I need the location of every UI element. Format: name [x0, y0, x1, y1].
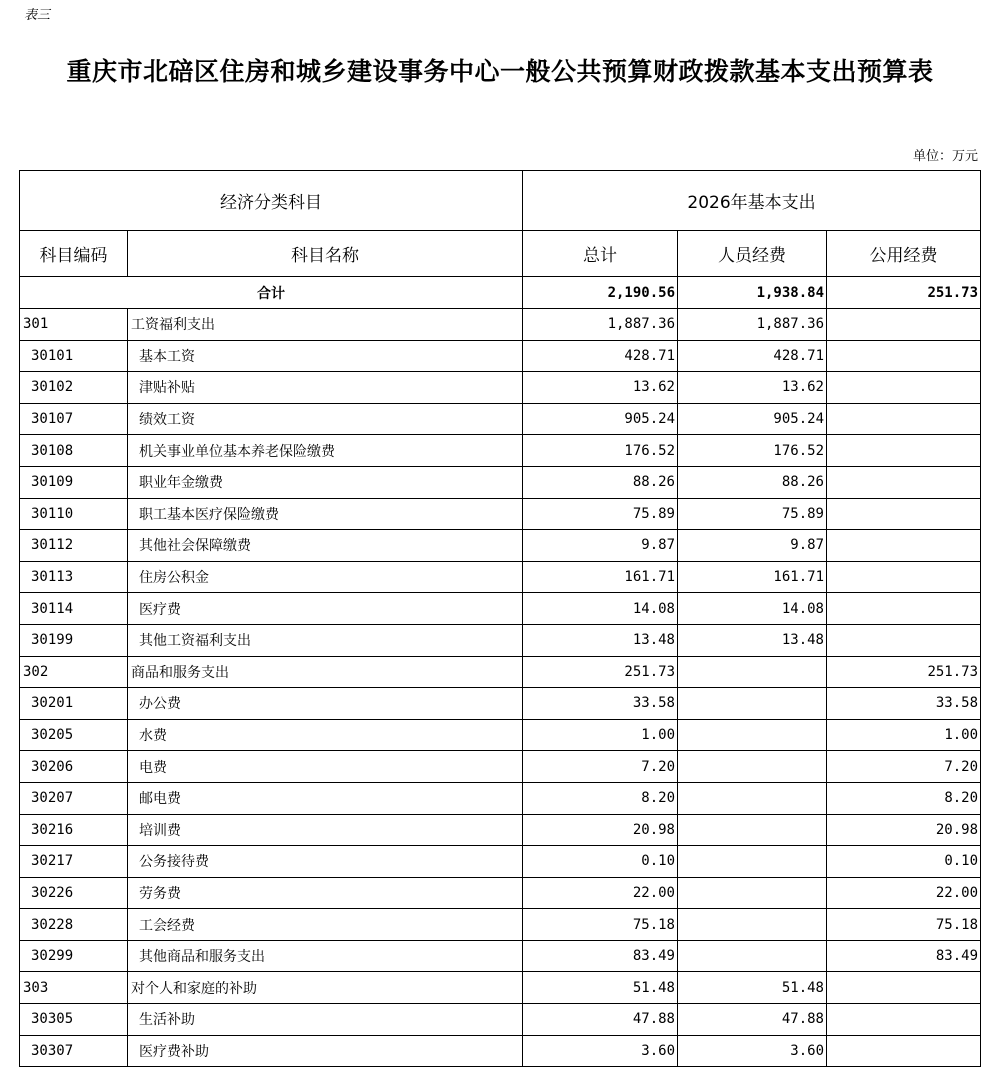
- table-row: [20, 846, 981, 878]
- row-public: [827, 593, 981, 625]
- header-code: 科目编码: [20, 231, 128, 277]
- row-public: [827, 372, 981, 404]
- table-row: [20, 814, 981, 846]
- row-public: 75.18: [827, 909, 981, 941]
- row-personnel: [678, 782, 827, 814]
- row-name: 电费: [128, 751, 523, 783]
- table-row: [20, 466, 981, 498]
- row-name: 工资福利支出: [128, 309, 523, 341]
- row-public: 83.49: [827, 940, 981, 972]
- row-personnel: 47.88: [678, 1004, 827, 1036]
- row-code: 30110: [20, 498, 128, 530]
- total-amount: 2,190.56: [523, 277, 678, 309]
- row-personnel: 51.48: [678, 972, 827, 1004]
- row-personnel: 905.24: [678, 403, 827, 435]
- row-personnel: 176.52: [678, 435, 827, 467]
- total-public: 251.73: [827, 277, 981, 309]
- row-name: 培训费: [128, 814, 523, 846]
- row-name: 水费: [128, 719, 523, 751]
- total-personnel: 1,938.84: [678, 277, 827, 309]
- table-row: [20, 656, 981, 688]
- row-total: 13.48: [523, 624, 678, 656]
- table-row: [20, 877, 981, 909]
- row-personnel: [678, 688, 827, 720]
- row-total: 1,887.36: [523, 309, 678, 341]
- table-row: [20, 593, 981, 625]
- table-row: [20, 403, 981, 435]
- row-name: 医疗费: [128, 593, 523, 625]
- row-name: 职工基本医疗保险缴费: [128, 498, 523, 530]
- row-name: 津贴补贴: [128, 372, 523, 404]
- row-total: 9.87: [523, 530, 678, 562]
- row-name: 工会经费: [128, 909, 523, 941]
- row-name: 其他工资福利支出: [128, 624, 523, 656]
- row-total: 905.24: [523, 403, 678, 435]
- row-public: 0.10: [827, 846, 981, 878]
- row-name: 生活补助: [128, 1004, 523, 1036]
- row-name: 办公费: [128, 688, 523, 720]
- row-public: [827, 498, 981, 530]
- row-total: 428.71: [523, 340, 678, 372]
- table-row: [20, 909, 981, 941]
- row-public: 20.98: [827, 814, 981, 846]
- row-name: 医疗费补助: [128, 1035, 523, 1067]
- row-name: 基本工资: [128, 340, 523, 372]
- table-row: [20, 498, 981, 530]
- row-code: 30216: [20, 814, 128, 846]
- row-public: [827, 1004, 981, 1036]
- table-row: [20, 1004, 981, 1036]
- row-code: 303: [20, 972, 128, 1004]
- row-total: 7.20: [523, 751, 678, 783]
- row-code: 302: [20, 656, 128, 688]
- table-row: [20, 751, 981, 783]
- total-row: [20, 277, 981, 309]
- row-personnel: 88.26: [678, 466, 827, 498]
- row-code: 30226: [20, 877, 128, 909]
- header-year-expense: 2026年基本支出: [523, 171, 981, 231]
- row-personnel: [678, 877, 827, 909]
- row-name: 劳务费: [128, 877, 523, 909]
- row-code: 30307: [20, 1035, 128, 1067]
- row-code: 30205: [20, 719, 128, 751]
- row-total: 0.10: [523, 846, 678, 878]
- row-name: 商品和服务支出: [128, 656, 523, 688]
- page-title: 重庆市北碚区住房和城乡建设事务中心一般公共预算财政拨款基本支出预算表: [66, 57, 934, 86]
- row-code: 30112: [20, 530, 128, 562]
- row-code: 30108: [20, 435, 128, 467]
- header-category: 经济分类科目: [20, 171, 523, 231]
- row-code: 30207: [20, 782, 128, 814]
- row-code: 301: [20, 309, 128, 341]
- row-name: 对个人和家庭的补助: [128, 972, 523, 1004]
- row-total: 75.18: [523, 909, 678, 941]
- row-total: 176.52: [523, 435, 678, 467]
- row-code: 30114: [20, 593, 128, 625]
- row-public: [827, 435, 981, 467]
- row-personnel: [678, 846, 827, 878]
- unit-label: 单位：万元: [912, 149, 978, 164]
- row-total: 88.26: [523, 466, 678, 498]
- row-name: 邮电费: [128, 782, 523, 814]
- row-public: [827, 624, 981, 656]
- row-code: 30102: [20, 372, 128, 404]
- row-personnel: [678, 719, 827, 751]
- row-code: 30305: [20, 1004, 128, 1036]
- row-personnel: [678, 656, 827, 688]
- total-label: 合计: [20, 277, 523, 309]
- table-row: [20, 1035, 981, 1067]
- row-total: 75.89: [523, 498, 678, 530]
- row-name: 职业年金缴费: [128, 466, 523, 498]
- row-public: [827, 309, 981, 341]
- row-public: [827, 466, 981, 498]
- row-public: 8.20: [827, 782, 981, 814]
- row-name: 公务接待费: [128, 846, 523, 878]
- row-personnel: 13.48: [678, 624, 827, 656]
- header-row-1: [20, 171, 981, 231]
- row-public: [827, 530, 981, 562]
- table-row: [20, 972, 981, 1004]
- row-public: 251.73: [827, 656, 981, 688]
- table-row: [20, 688, 981, 720]
- row-public: [827, 1035, 981, 1067]
- row-personnel: [678, 909, 827, 941]
- row-code: 30217: [20, 846, 128, 878]
- row-code: 30113: [20, 561, 128, 593]
- row-total: 83.49: [523, 940, 678, 972]
- row-code: 30201: [20, 688, 128, 720]
- row-name: 机关事业单位基本养老保险缴费: [128, 435, 523, 467]
- row-total: 161.71: [523, 561, 678, 593]
- budget-table: [19, 170, 981, 1067]
- row-personnel: 1,887.36: [678, 309, 827, 341]
- row-public: [827, 403, 981, 435]
- row-personnel: 13.62: [678, 372, 827, 404]
- row-code: 30299: [20, 940, 128, 972]
- table-row: [20, 530, 981, 562]
- header-public: 公用经费: [827, 231, 981, 277]
- row-total: 20.98: [523, 814, 678, 846]
- table-row: [20, 435, 981, 467]
- row-total: 33.58: [523, 688, 678, 720]
- row-personnel: [678, 940, 827, 972]
- row-code: 30206: [20, 751, 128, 783]
- row-public: 22.00: [827, 877, 981, 909]
- table-row: [20, 561, 981, 593]
- row-personnel: [678, 814, 827, 846]
- row-total: 251.73: [523, 656, 678, 688]
- row-code: 30107: [20, 403, 128, 435]
- header-row-2: [20, 231, 981, 277]
- row-total: 3.60: [523, 1035, 678, 1067]
- row-total: 14.08: [523, 593, 678, 625]
- row-public: 33.58: [827, 688, 981, 720]
- row-personnel: [678, 751, 827, 783]
- table-row: [20, 719, 981, 751]
- row-code: 30199: [20, 624, 128, 656]
- header-personnel: 人员经费: [678, 231, 827, 277]
- row-total: 22.00: [523, 877, 678, 909]
- row-personnel: 428.71: [678, 340, 827, 372]
- table-row: [20, 782, 981, 814]
- row-public: 7.20: [827, 751, 981, 783]
- row-personnel: 14.08: [678, 593, 827, 625]
- row-public: [827, 972, 981, 1004]
- row-personnel: 75.89: [678, 498, 827, 530]
- table-row: [20, 624, 981, 656]
- row-code: 30228: [20, 909, 128, 941]
- row-personnel: 9.87: [678, 530, 827, 562]
- row-name: 住房公积金: [128, 561, 523, 593]
- table-number-label: 表三: [24, 8, 51, 23]
- row-public: 1.00: [827, 719, 981, 751]
- row-total: 8.20: [523, 782, 678, 814]
- row-total: 13.62: [523, 372, 678, 404]
- row-public: [827, 561, 981, 593]
- table-row: [20, 340, 981, 372]
- row-total: 47.88: [523, 1004, 678, 1036]
- table-row: [20, 940, 981, 972]
- header-total: 总计: [523, 231, 678, 277]
- table-row: [20, 372, 981, 404]
- row-code: 30109: [20, 466, 128, 498]
- row-public: [827, 340, 981, 372]
- row-personnel: 161.71: [678, 561, 827, 593]
- row-name: 绩效工资: [128, 403, 523, 435]
- table-row: [20, 309, 981, 341]
- header-name: 科目名称: [128, 231, 523, 277]
- row-total: 51.48: [523, 972, 678, 1004]
- row-name: 其他商品和服务支出: [128, 940, 523, 972]
- row-personnel: 3.60: [678, 1035, 827, 1067]
- row-code: 30101: [20, 340, 128, 372]
- row-total: 1.00: [523, 719, 678, 751]
- row-name: 其他社会保障缴费: [128, 530, 523, 562]
